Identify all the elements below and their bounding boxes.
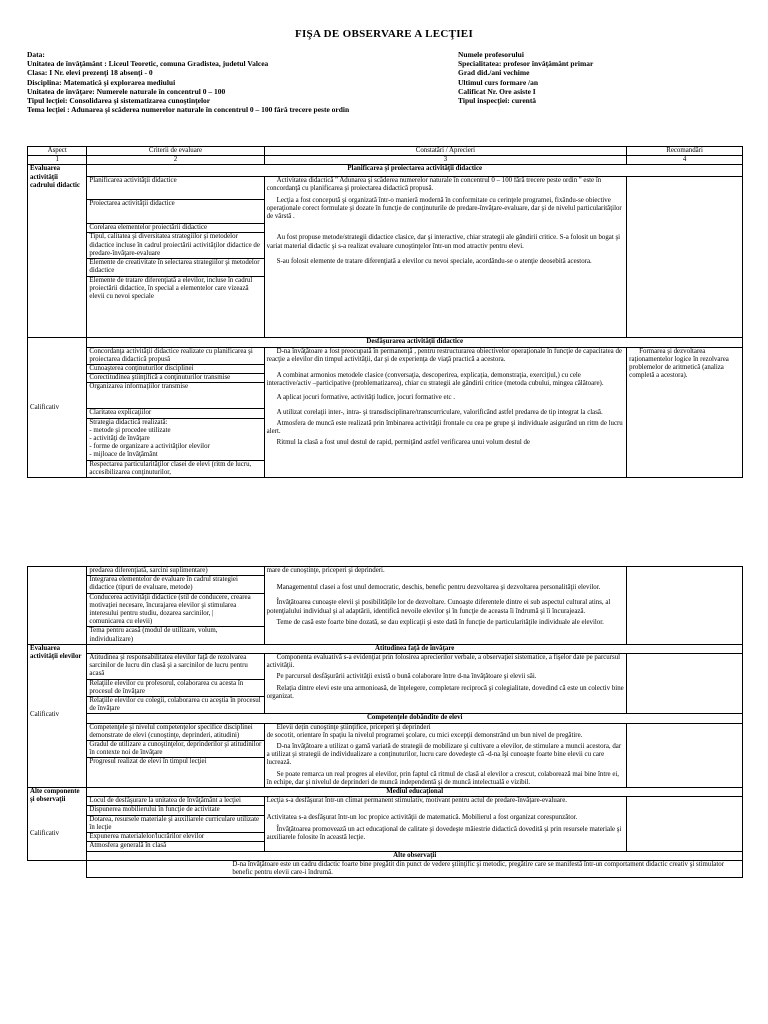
recommendation-text: Formarea şi dezvoltarea raţionamentelor logice în rezolvarea problemelor de aritmetică (analiza completă a acestora). bbox=[629, 347, 729, 380]
header-unit: Unitatea de învăţare: Numerele naturale în concentrul 0 – 100 bbox=[27, 86, 226, 96]
column-header: Recomandări bbox=[627, 147, 743, 156]
criteria-cell-attitude bbox=[87, 654, 264, 714]
criterion: Competenţele şi nivelul competenţelor specifice disciplinei demonstrate de elevi (cunoştinţe, deprinderi, atitudini) bbox=[87, 724, 263, 741]
criterion: Strategia didactică realizată: - metode şi procedee utilizate - activităţi de învăţare - forme de organizare a activităţilor elevilor - mijloace de învăţământ bbox=[87, 419, 263, 461]
aspect-teacher-activity bbox=[28, 165, 87, 338]
calificativ-label: Calificativ bbox=[30, 830, 60, 838]
recommendations-cell-environment bbox=[627, 797, 743, 851]
header-teacher-name: Numele profesorului bbox=[458, 50, 524, 59]
finding-paragraph: Activitatea didactică " Adunarea şi scăderea numerelor naturale în concentrul 0 – 100 fără trecere peste ordin " este în concordanţă cu planificarea şi proiectarea didactică propusă. bbox=[266, 177, 602, 193]
finding-paragraph: A utilizat corelaţii inter-, intra- şi transdisciplinare/transcurriculare, valorificând astfel predarea de tip integrat la clasă. bbox=[276, 408, 603, 416]
criteria-cell-delivery-cont bbox=[87, 567, 264, 645]
criterion: Integrarea elementelor de evaluare în cadrul strategiei didactice (tipuri de evaluare, metode) bbox=[87, 576, 263, 593]
criterion: Dotarea, resursele materiale şi auxiliarele curriculare utilizate în lecţie bbox=[87, 816, 263, 833]
criterion: Relaţiile elevilor cu profesorul, colaborarea cu acesta în procesul de învăţare bbox=[87, 680, 263, 697]
finding-paragraph: Lecţia s-a desfăşurat într-un climat permanent stimulativ, motivant pentru actul de predare-învăţare-evaluare. bbox=[266, 797, 568, 805]
observation-table-part-2 bbox=[27, 566, 743, 878]
finding-paragraph: Elevii dețin cunoştinţe ştiinţifice, priceperi şi deprinderi bbox=[276, 723, 431, 731]
finding-paragraph: Teme de casă este foarte bine dozată, se dau explicaţii şi este dată în funcţie de particularităţile individuale ale elevilor. bbox=[276, 618, 604, 626]
criteria-cell-environment bbox=[87, 797, 264, 851]
section-heading-delivery: Desfăşurarea activităţii didactice bbox=[87, 338, 743, 347]
criterion: Tema pentru acasă (modul de utilizare, volum, individualizare) bbox=[89, 627, 218, 643]
header-subject: Disciplina: Matematică şi explorarea mediului bbox=[27, 77, 176, 87]
finding-paragraph: D-na învăţătoare a fost preocupată în permanenţă , pentru restructurarea obiectivelor operaţionale în funcţie de capacitatea de reacţie a elevilor din timpul activităţii, dar şi de experienţa de viaţă practică a acestora. bbox=[266, 347, 622, 363]
column-number-row bbox=[28, 156, 743, 165]
column-header: Aspect bbox=[28, 147, 87, 156]
criterion: Proiectarea activităţii didactice bbox=[87, 200, 263, 224]
finding-paragraph: Componenta evaluativă s-a evidenţiat prin folosirea aprecierilor verbale, a observaţiei sistematice, a fişelor date pe parcursul activităţii. bbox=[266, 654, 621, 670]
aspect-other-components bbox=[28, 788, 87, 861]
finding-paragraph: mare de cunoştinţe, priceperi şi deprinderi. bbox=[266, 567, 385, 574]
section-heading-environment: Mediul educaţional bbox=[87, 788, 743, 797]
header-lesson-theme: Tema lecţiei : Adunarea şi scăderea numerelor naturale în concentrul 0 – 100 fără trecere peste ordin bbox=[27, 105, 350, 115]
criterion: Planificarea activităţii didactice bbox=[87, 177, 263, 200]
criterion: Dispunerea mobilierului în funcţie de activitate bbox=[87, 806, 263, 815]
column-number: 3 bbox=[264, 156, 627, 165]
criteria-cell-competences bbox=[87, 723, 264, 787]
criterion: Gradul de utilizare a cunoştinţelor, deprinderilor şi atitudinilor în contexte noi de învăţare bbox=[87, 741, 263, 758]
criterion: Claritatea explicaţiilor bbox=[87, 409, 263, 418]
criterion: Cunoaşterea conţinuturilor disciplinei bbox=[87, 365, 263, 374]
finding-paragraph: Relaţia dintre elevi este una armonioasă, de înţelegere, completare reciprocă şi colegialitate, dovedind că este un colectiv bine organizat. bbox=[266, 684, 624, 700]
criterion: Organizarea informaţiilor transmise bbox=[87, 383, 263, 409]
aspect-label: Evaluarea activităţii cadrului didactic bbox=[30, 165, 80, 189]
criterion: Expunerea materialelor/lucrărilor elevilor bbox=[87, 833, 263, 842]
header-class: Clasa: I Nr. elevi prezenţi 18 absenţi - 0 bbox=[27, 68, 153, 78]
header-inspection-type: Tipul inspecţiei: curentă bbox=[458, 95, 537, 105]
header-specialty: Specialitatea: profesor învăţământ primar bbox=[458, 59, 594, 69]
header-grade: Grad did./ani vechime bbox=[458, 68, 530, 78]
criterion: Progresul realizat de elevi în timpul lecţiei bbox=[89, 758, 207, 766]
recommendations-cell-delivery-cont bbox=[627, 567, 743, 645]
blank-cell bbox=[28, 860, 87, 877]
aspect-label: Evaluarea activităţii elevilor bbox=[30, 644, 82, 661]
finding-paragraph: Managementul clasei a fost unul democratic, deschis, benefic pentru dezvoltarea şi dezvoltarea personalităţii elevilor. bbox=[276, 584, 601, 592]
criterion: Relaţiile elevilor cu colegii, colaborarea cu aceştia în procesul de învăţare bbox=[89, 697, 261, 713]
aspect-continuation bbox=[28, 567, 87, 645]
criterion: Corelarea elementelor proiectării didactice bbox=[87, 224, 263, 233]
column-number: 1 bbox=[28, 156, 87, 165]
column-number: 2 bbox=[87, 156, 264, 165]
other-observations-cell bbox=[87, 860, 743, 877]
section-heading-planning: Planificarea şi proiectarea activităţii didactice bbox=[87, 165, 743, 177]
table-header-row bbox=[28, 147, 743, 156]
document-title: FIŞA DE OBSERVARE A LECŢIEI bbox=[294, 28, 474, 40]
criterion: Corectitudinea ştiinţifică a conţinuturilor transmise bbox=[87, 374, 263, 383]
finding-paragraph: Lecţia a fost concepută şi organizată într-o manieră modernă în conformitate cu cerinţele programei, fixându-se obiective operaţionale corect formulate şi dozate în funcţie de conţinuturile de predare-învăţare-evaluare, dar şi de nivelul particularităţilor de vârstă . bbox=[266, 196, 622, 221]
finding-paragraph: Se poate remarca un real progres al elevilor, prin faptul că ritmul de clasă al elevilor a crescut, colaborează mai bine între ei, în echipe, dar şi nivelul de deprinderi de muncă independentă şi de muncă intelectuală e vizibil. bbox=[266, 770, 620, 786]
calificativ-label: Calificativ bbox=[30, 711, 60, 719]
criterion: Tipul, calitatea şi diversitatea strategiilor şi metodelor didactice incluse în cadrul proiectării activităţilor didactice de predare-învăţare-evaluare bbox=[87, 233, 263, 259]
findings-cell-environment bbox=[264, 797, 627, 851]
aspect-label: Alte componente şi observaţii bbox=[30, 788, 80, 804]
header-school: Unitatea de învăţământ : Liceul Teoretic, comuna Gradistea, judetul Valcea bbox=[27, 59, 269, 69]
recommendations-cell-planning bbox=[627, 177, 743, 338]
criterion: Locul de desfăşurare la unitatea de învăţământ a lecţiei bbox=[87, 797, 263, 806]
section-heading-other: Alte observaţii bbox=[87, 851, 743, 860]
calificativ-label: Calificativ bbox=[30, 403, 60, 411]
criterion: Respectarea particularităţilor clasei de elevi (ritm de lucru, accesibilizarea conţinuturilor, bbox=[89, 460, 252, 476]
aspect-calificativ-1 bbox=[28, 338, 87, 478]
criterion: Atitudinea şi responsabilitatea elevilor faţă de rezolvarea sarcinilor de lucru din clasă şi a sarcinilor de lucru pentru acasă bbox=[87, 654, 263, 680]
criterion: Elemente de tratare diferenţiată a elevilor, incluse în cadrul proiectării didactice, în special a elementelor care vizează elevii cu nevoi speciale bbox=[89, 276, 253, 300]
header-left-block bbox=[27, 50, 349, 114]
observation-table-part-1 bbox=[27, 146, 743, 478]
section-heading-competences: Competenţele dobândite de elevi bbox=[87, 714, 743, 723]
finding-paragraph: Au fost propuse metode/strategii didactice clasice, dar şi interactive, chiar strategii ale gândirii critice. S-a folosit un bogat şi variat material didactic şi s-a realizat evaluare cunoştinţelor într-un mod atractiv pentru elevi. bbox=[266, 234, 621, 250]
finding-paragraph: S-au folosit elemente de tratare diferenţiată a elevilor cu nevoi speciale, acordându-se o atenţie deosebită acestora. bbox=[276, 257, 592, 265]
finding-paragraph: Pe parcursul desfăşurării activităţii există o bună colaborare între d-na învăţătoare şi elevii săi. bbox=[276, 673, 537, 681]
section-heading-attitude: Atitudinea faţă de învăţare bbox=[87, 644, 743, 653]
recommendations-cell-attitude bbox=[627, 654, 743, 714]
finding-paragraph: A combinat armonios metodele clasice (conversaţia, descoperirea, explicaţia, demonstraţia, exerciţiul,) cu cele interactive/activ –participative (problematizarea), chiar cu strategii ale gândirii critice (metoda cubului, mingea călătoare). bbox=[266, 372, 604, 388]
finding-paragraph: Ritmul la clasă a fost unul destul de rapid, permiţând astfel verificarea unui volum destul de bbox=[276, 439, 530, 447]
finding-paragraph: de socotit, orientare în spaţiu la nivelul programei şcolare, cu mici excepţii demonstrând un bun nivel de pregătire. bbox=[266, 731, 583, 739]
criterion: Conducerea activităţii didactice (stil de conducere, crearea motivaţiei necesare, încurajarea elevilor şi stimularea interesului pentru studiu, dozarea sarcinilor, | comunicarea cu elevii) bbox=[87, 594, 263, 628]
recommendations-cell-delivery bbox=[627, 347, 743, 477]
criterion: Elemente de creativitate în selectarea strategiilor şi metodelor didactice bbox=[87, 259, 263, 276]
criteria-cell-planning bbox=[87, 177, 264, 338]
findings-cell-delivery bbox=[264, 347, 627, 477]
finding-paragraph: A aplicat jocuri formative, activităţi ludice, jocuri formative etc . bbox=[276, 394, 455, 402]
column-number: 4 bbox=[627, 156, 743, 165]
criterion: Concordanţa activităţii didactice realizate cu planificarea şi proiectarea didactică propusă bbox=[87, 348, 263, 365]
header-qualified: Calificat Nr. Ore asiste I bbox=[458, 86, 536, 96]
criterion: Atmosfera generală în clasă bbox=[89, 842, 167, 850]
header-last-course: Ultimul curs formare /an bbox=[458, 77, 539, 87]
criteria-cell-delivery bbox=[87, 347, 264, 477]
recommendations-cell-competences bbox=[627, 723, 743, 787]
finding-paragraph: Învăţătoarea promovează un act educaţional de calitate şi dovedeşte măiestrie didactică dovedită şi prin resursele materiale şi auxiliarele folosite în această lecţie. bbox=[266, 825, 622, 841]
finding-paragraph: Învăţătoarea cunoaşte elevii şi posibilităţile lor de dezvoltare. Cunoaşte diferentele dintre ei sub aspectul cultural atins, al potenţialului individual şi al adaptării, identifică nevoile elevilor şi în funcţie de aceasta îi îndrumă şi îi încurajează. bbox=[266, 599, 611, 615]
header-lesson-type: Tipul lecţiei: Consolidarea şi sistematizarea cunoştinţelor bbox=[27, 95, 211, 105]
findings-cell-planning bbox=[264, 177, 627, 338]
header-date: Data: bbox=[27, 50, 45, 59]
findings-cell-attitude bbox=[264, 654, 627, 714]
finding-paragraph: Atmosfera de muncă este realizată prin îmbinarea activităţii frontale cu cea pe grupe şi individuale asigurând un ritm de lucru alert. bbox=[266, 419, 623, 436]
findings-cell-competences bbox=[264, 723, 627, 787]
aspect-student-activity bbox=[28, 644, 87, 787]
column-header: Criterii de evaluare bbox=[87, 147, 264, 156]
finding-paragraph: Activitatea s-a desfăşurat într-un loc propice activităţii de matematică. Mobilierul a fost organizat corespunzător. bbox=[266, 814, 578, 822]
finding-paragraph: D-na învăţătoare a utilizat o gamă variată de strategii de mobilizare şi cultivare a elevilor, de stimulare a muncii acestora, dar a utilizat şi strategii de individualizare a conţinuturilor, lucru care dovedeşte că -d-na îşi cunoaşte foarte bine elevii cu care lucrează. bbox=[266, 743, 622, 767]
header-right-block bbox=[458, 50, 593, 105]
column-header: Constatări / Aprecieri bbox=[264, 147, 627, 156]
findings-cell-delivery-cont bbox=[264, 567, 627, 645]
criterion: predarea diferenţiată, sarcini suplimentare) bbox=[87, 567, 263, 576]
other-observations-text: D-na învăţătoare este un cadru didactic foarte bine pregătit din punct de vedere ştiinţific şi metodic, pregătire care se manifestă într-un comportament didactic creativ şi stimulator benefic pentru elevii care-i îndrumă. bbox=[232, 860, 724, 876]
